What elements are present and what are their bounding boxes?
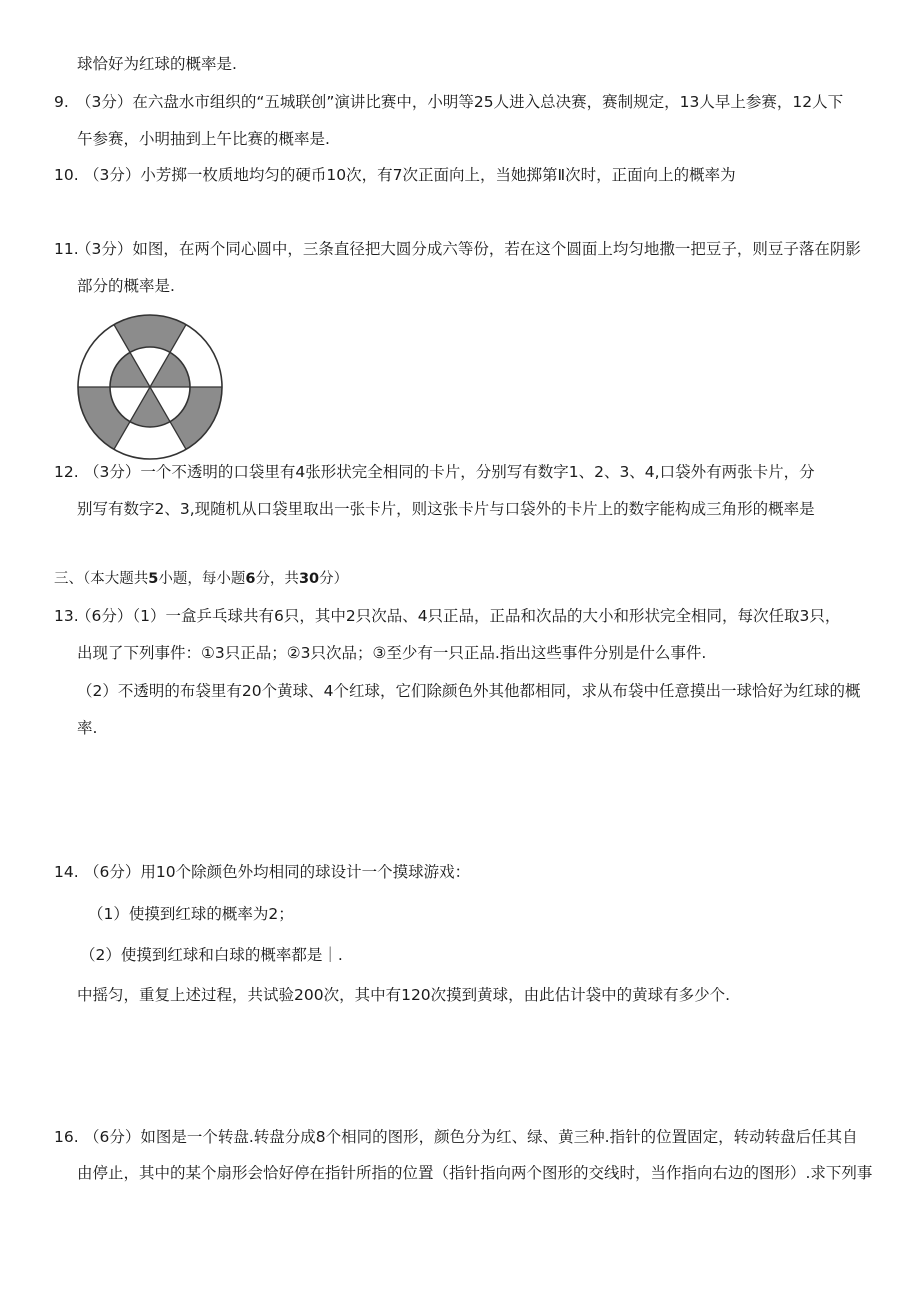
q9-number: 9. xyxy=(54,93,69,111)
q10-line-1 xyxy=(54,165,736,185)
q15-tail: 中摇匀，重复上述过程，共试验200次，其中有120次摸到黄球，由此估计袋中的黄球有多少个. xyxy=(77,986,731,1004)
q14-part-1: （1）使摸到红球的概率为2； xyxy=(88,905,294,923)
section-3-part-c: 分，共 xyxy=(255,571,299,587)
q16-number: 16. xyxy=(54,1128,79,1146)
q11-text: （3分）如图，在两个同心圆中，三条直径把大圆分成六等份，若在这个圆面上均匀地撒一把豆子，则豆子落在阴影 xyxy=(76,240,861,258)
q14-part-2: （2）使摸到红球和白球的概率都是｜. xyxy=(80,946,343,964)
q10-number: 10. xyxy=(54,166,79,184)
q16-text: （6分）如图是一个转盘.转盘分成8个相同的图形，颜色分为红、绿、黄三种.指针的位置固定，转动转盘后任其自 xyxy=(84,1128,858,1146)
q13-line-4: 率. xyxy=(77,719,98,737)
q13-line-2: 出现了下列事件：①3只正品；②3只次品；③至少有一只正品.指出这些事件分别是什么事件. xyxy=(77,644,707,662)
q12-number: 12. xyxy=(54,463,79,481)
q13-number: 13. xyxy=(54,607,79,625)
q8-tail: 球恰好为红球的概率是. xyxy=(77,55,237,73)
q13-line-3: （2）不透明的布袋里有20个黄球、4个红球，它们除颜色外其他都相同，求从布袋中任意摸出一球恰好为红球的概 xyxy=(77,682,861,700)
q10-text: （3分）小芳掷一枚质地均匀的硬币10次，有7次正面向上，当她掷第Ⅱ次时，正面向上的概率为 xyxy=(84,166,736,184)
q12-line-2: 别写有数字2、3,现随机从口袋里取出一张卡片，则这张卡片与口袋外的卡片上的数字能构成三角形的概率是 xyxy=(77,500,815,518)
q14-text: （6分）用10个除颜色外均相同的球设计一个摸球游戏： xyxy=(84,863,471,881)
q9-line-1 xyxy=(54,92,843,112)
q13-text: （6分）（1）一盒乒乓球共有6只，其中2只次品、4只正品，正品和次品的大小和形状完全相同，每次任取3只， xyxy=(76,607,841,625)
q12-line-1 xyxy=(54,462,815,482)
q11-line-1 xyxy=(54,239,861,259)
q11-line-2: 部分的概率是. xyxy=(77,277,175,295)
section-3-part-b: 小题，每小题 xyxy=(158,571,246,587)
section-3-heading xyxy=(54,569,348,589)
q9-text: （3分）在六盘水市组织的“五城联创”演讲比赛中，小明等25人进入总决赛，赛制规定，13人早上参赛，12人下 xyxy=(76,93,844,111)
section-3-total: 30 xyxy=(298,571,320,587)
section-3-count: 5 xyxy=(148,571,159,587)
q14-number: 14. xyxy=(54,863,79,881)
q11-number: 11. xyxy=(54,240,79,258)
q12-text: （3分）一个不透明的口袋里有4张形状完全相同的卡片，分别写有数字1、2、3、4,口袋外有两张卡片，分 xyxy=(84,463,815,481)
q16-line-2: 由停止，其中的某个扇形会恰好停在指针所指的位置（指针指向两个图形的交线时，当作指向右边的图形）.求下列事 xyxy=(77,1164,873,1182)
section-3-part-a: 三、（本大题共 xyxy=(54,571,149,587)
q14-line-1 xyxy=(54,862,470,882)
q16-line-1 xyxy=(54,1127,858,1147)
q9-line-2: 午参赛，小明抽到上午比赛的概率是. xyxy=(77,130,330,148)
concentric-circles-figure xyxy=(76,313,224,461)
section-3-part-d: 分） xyxy=(319,571,349,587)
section-3-points-each: 6 xyxy=(245,571,256,587)
q13-line-1 xyxy=(54,606,840,626)
